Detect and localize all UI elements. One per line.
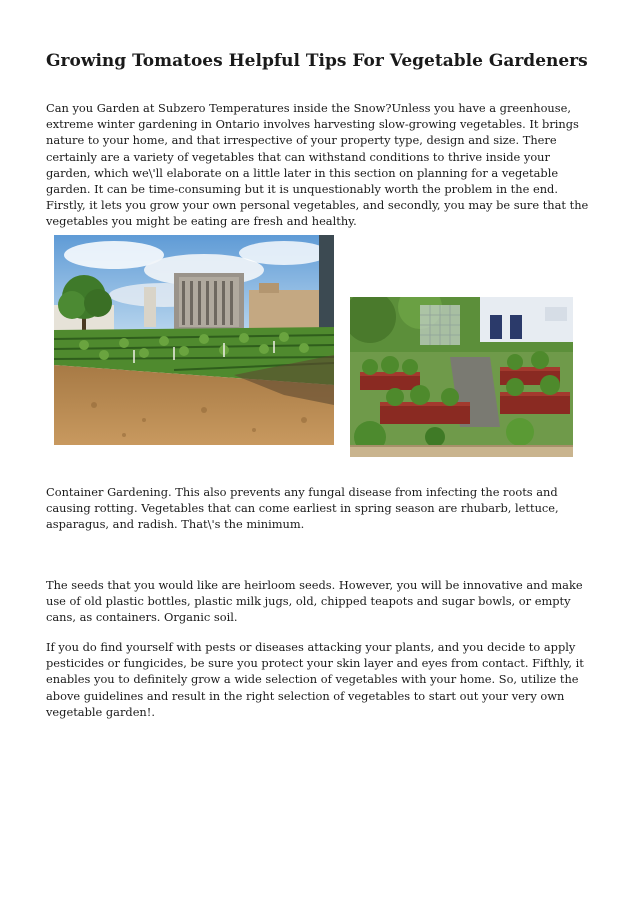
container-garden-image [350, 297, 573, 457]
paragraph-seeds: The seeds that you would like are heirloom seeds. However, you will be innovative and make use of old plastic bottles, plastic milk jugs, old, chipped teapots and sugar bowls, or empty cans, as containers. Organic soil. [46, 578, 583, 625]
urban-farm-image [54, 235, 334, 445]
document-title: Growing Tomatoes Helpful Tips For Vegetable Gardeners [46, 51, 588, 71]
paragraph-pests: If you do find yourself with pests or diseases attacking your plants, and you decide to apply pesticides or fungicides, be sure you protect your skin layer and eyes from contact. Fifthly, it enables you to definitely grow a wide selection of vegetables with your home. So, utilize the above guidelines and result in the right selection of vegetables to start out your very own vegetable garden!. [46, 640, 584, 719]
container-garden-photo [350, 297, 573, 457]
paragraph-container-gardening: Container Gardening. This also prevents any fungal disease from infecting the roots and causing rotting. Vegetables that can come earliest in spring season are rhubarb, lettuce, asparagus, and radish. That\'s the minimum. [46, 485, 559, 532]
paragraph-intro: Can you Garden at Subzero Temperatures inside the Snow?Unless you have a greenhouse, extreme winter gardening in Ontario involves harvesting slow-growing vegetables. It brings nature to your home, and that irrespective of your property type, design and size. There certainly are a variety of vegetables that can withstand conditions to thrive inside your garden, which we\'ll elaborate on a little later in this section on planning for a vegetable garden. It can be time-consuming but it is unquestionably worth the problem in the end. Firstly, it lets you grow your own personal vegetables, and secondly, you may be sure that the vegetables you might be eating are fresh and healthy. [46, 101, 589, 229]
urban-farm-photo [54, 235, 334, 445]
